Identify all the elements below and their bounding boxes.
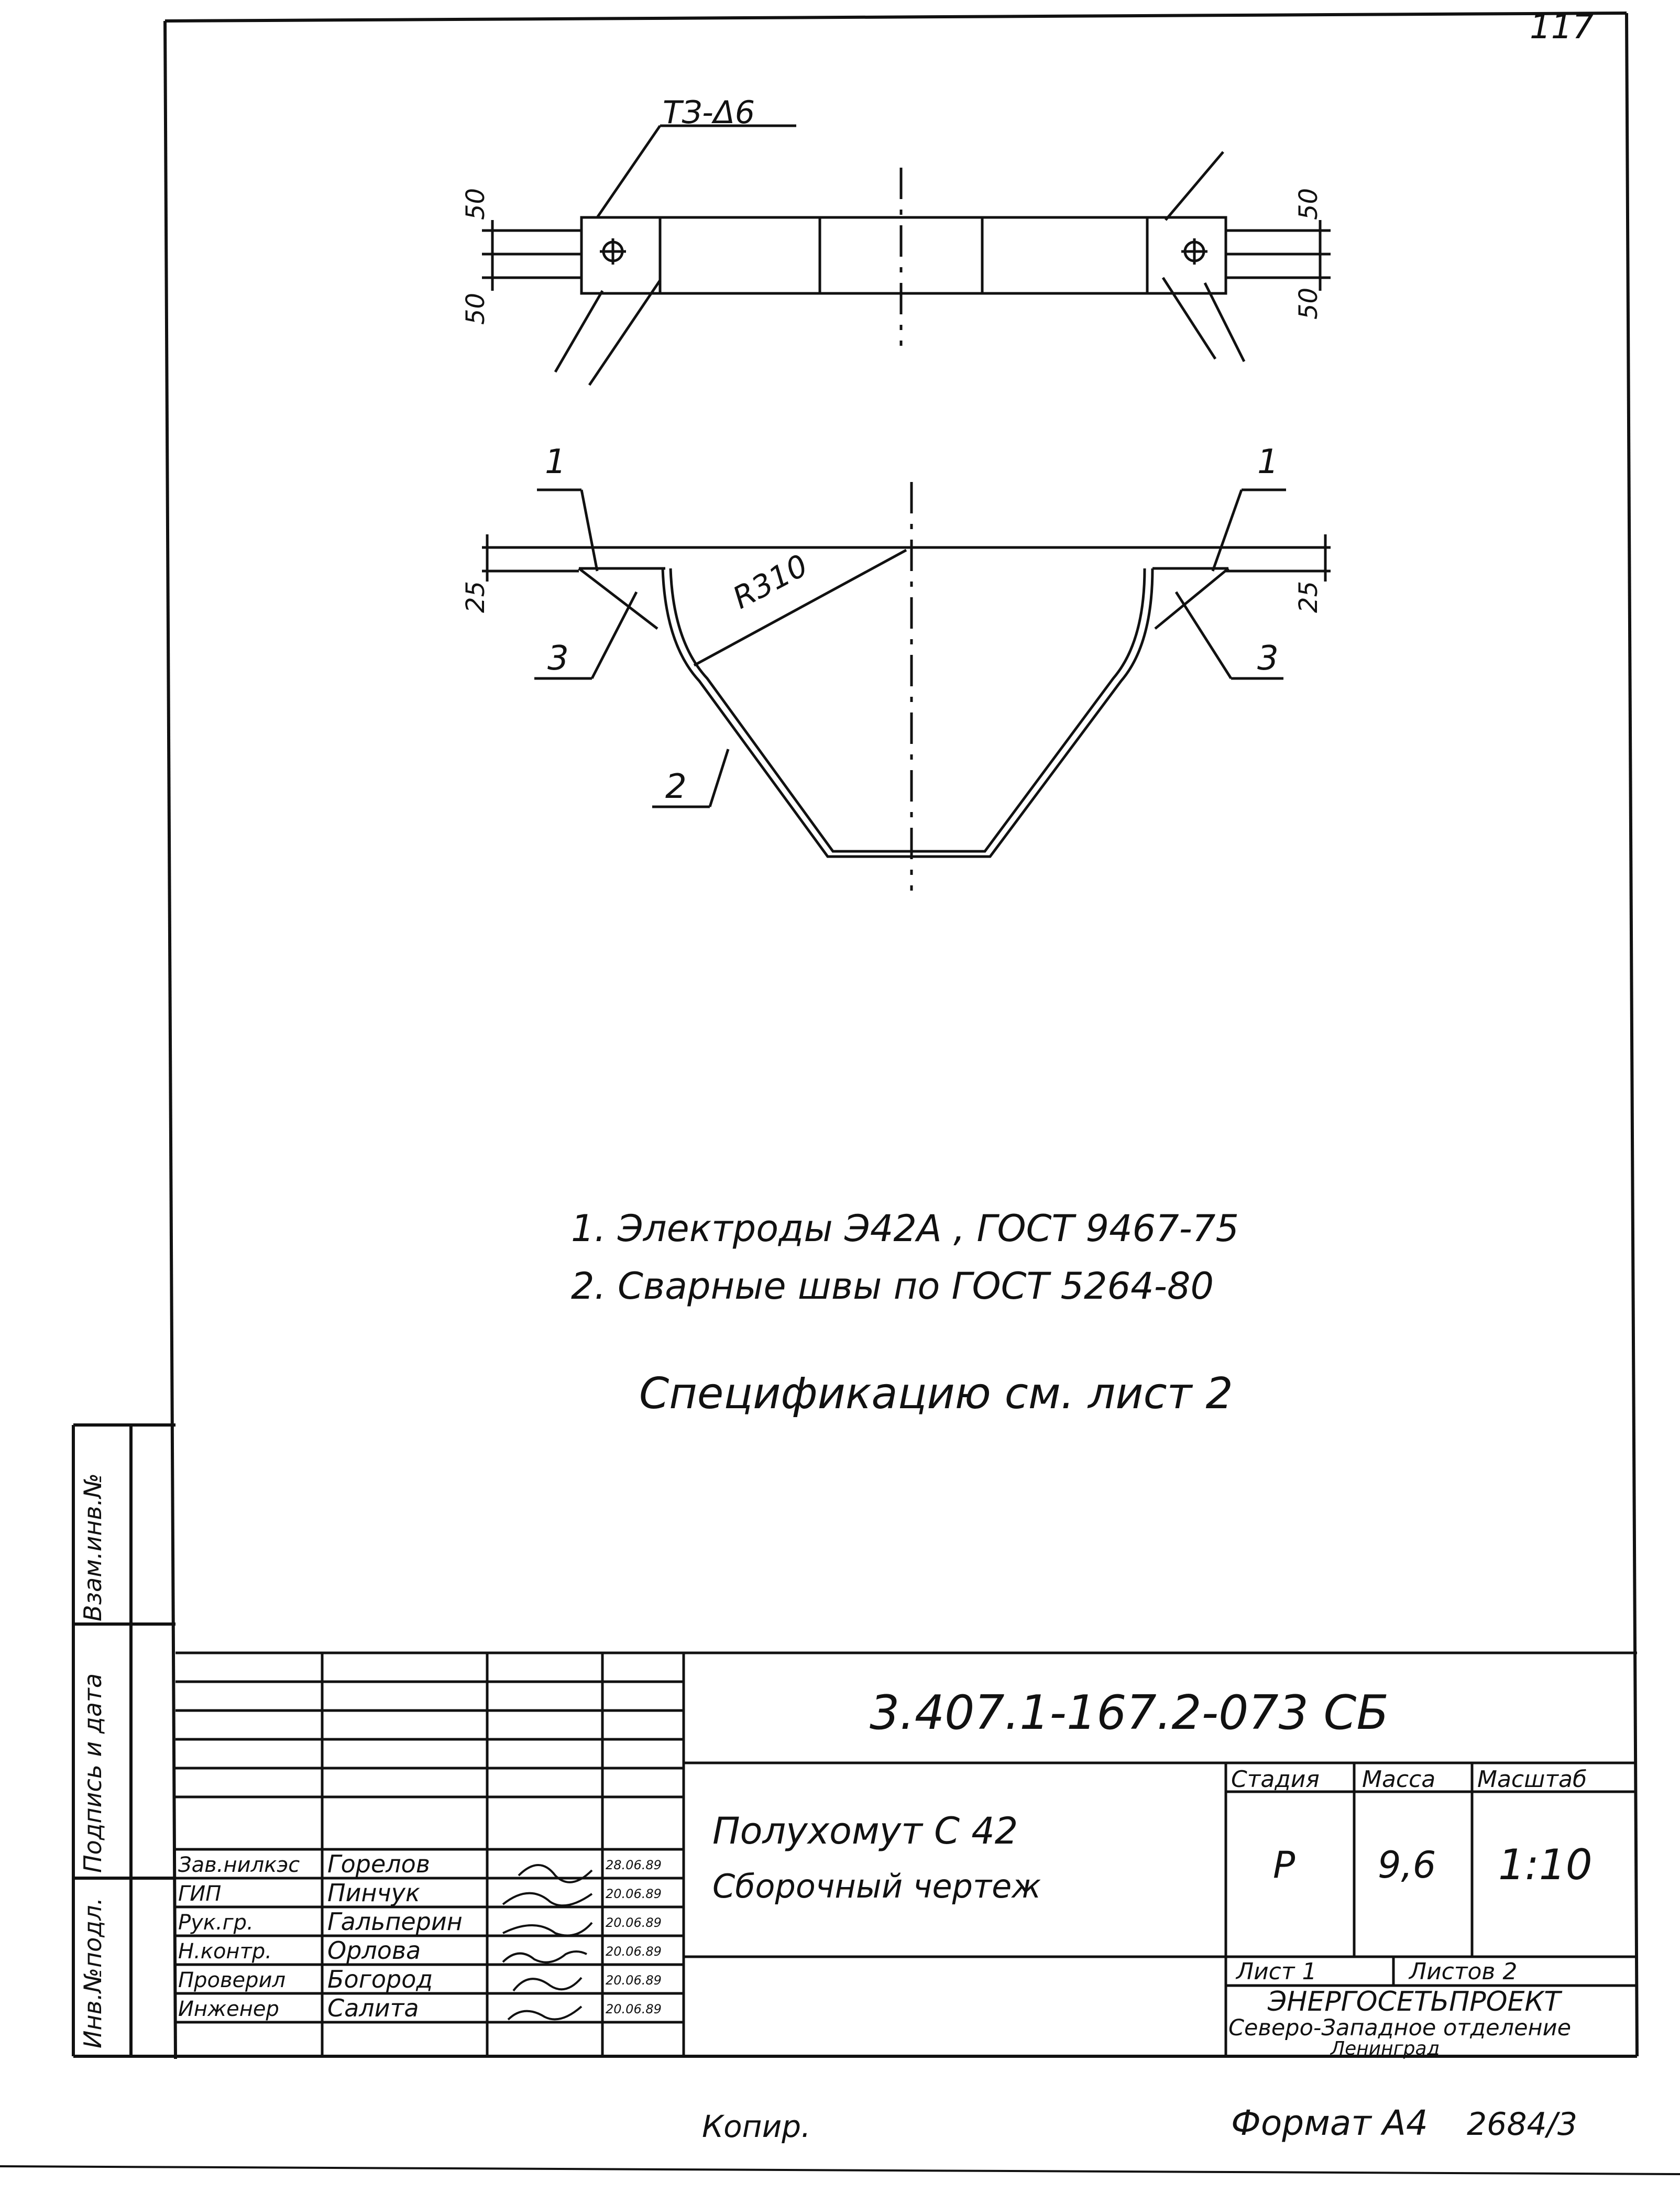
callout-3-left: 3 [547, 639, 569, 678]
mass-header: Масса [1362, 1766, 1436, 1793]
signer-name: Салита [327, 1994, 419, 2022]
signer-role: Зав.нилкэс [178, 1853, 300, 1877]
org-line-2: Северо-Западное отделение [1228, 2015, 1572, 2041]
radius-label: R310 [727, 547, 814, 616]
signer-name: Орлова [327, 1936, 421, 1965]
note-electrodes: 1. Электроды Э42А , ГОСТ 9467-75 [571, 1207, 1239, 1250]
signer-name: Гальперин [327, 1907, 463, 1936]
dim-right-bottom: 50 [1294, 287, 1323, 320]
signer-date: 20.06.89 [606, 1973, 662, 1988]
sheets-label: Листов 2 [1409, 1958, 1518, 1985]
callout-3-right: 3 [1257, 639, 1279, 678]
dim-front-left: 25 [461, 580, 490, 613]
stage-header: Стадия [1231, 1766, 1320, 1793]
signer-date: 20.06.89 [606, 1944, 662, 1959]
front-view [482, 482, 1331, 891]
signer-role: ГИП [178, 1882, 222, 1906]
signer-role: Проверил [178, 1968, 286, 1992]
stage-value: Р [1273, 1844, 1295, 1887]
org-line-1: ЭНЕРГОСЕТЬПРОЕКТ [1268, 1986, 1561, 2017]
callout-1-right: 1 [1257, 443, 1279, 481]
copy-label: Копир. [702, 2109, 811, 2144]
dim-front-right: 25 [1294, 580, 1323, 613]
signer-date: 28.06.89 [606, 1858, 662, 1872]
signer-date: 20.06.89 [606, 2002, 662, 2016]
weld-label: ТЗ-Δ6 [663, 94, 755, 131]
callout-1-left: 1 [545, 443, 566, 481]
document-code: 3.407.1-167.2-073 СБ [870, 1685, 1389, 1740]
title-line-2: Сборочный чертеж [712, 1867, 1041, 1905]
frame-top [165, 13, 1627, 21]
signer-name: Пинчук [327, 1879, 420, 1907]
signer-name: Горелов [327, 1850, 430, 1878]
strip-vzam-inv: Взам.инв.№ [79, 1473, 107, 1621]
signer-name: Богород [327, 1965, 433, 1993]
archive-number: 2684/3 [1467, 2106, 1578, 2143]
note-welds: 2. Сварные швы по ГОСТ 5264-80 [571, 1265, 1214, 1308]
dim-left-bottom: 50 [461, 292, 490, 325]
signer-date: 20.06.89 [606, 1915, 662, 1930]
scale-value: 1:10 [1498, 1840, 1593, 1889]
signer-role: Инженер [178, 1997, 279, 2021]
strip-signature-date: Подпись и дата [79, 1673, 107, 1873]
frame-right [1627, 13, 1637, 2056]
strip-inv-podl: Инв.№подл. [79, 1897, 107, 2048]
org-line-3: Ленинград [1331, 2038, 1440, 2059]
scale-header: Масштаб [1477, 1766, 1587, 1793]
signer-role: Н.контр. [178, 1939, 272, 1964]
top-view [482, 126, 1331, 385]
format-label: Формат А4 [1231, 2103, 1428, 2143]
sheet-label: Лист 1 [1236, 1958, 1317, 1985]
dim-left-top: 50 [461, 188, 490, 220]
spec-reference: Спецификацию см. лист 2 [639, 1369, 1233, 1419]
signer-date: 20.06.89 [606, 1887, 662, 1901]
signatures [503, 1865, 592, 2020]
dim-right-top: 50 [1294, 188, 1323, 220]
frame-left [165, 21, 175, 2059]
mass-value: 9,6 [1378, 1844, 1436, 1887]
page-number: 117 [1530, 8, 1594, 47]
callout-2: 2 [665, 767, 687, 806]
signer-role: Рук.гр. [178, 1911, 254, 1935]
title-line-1: Полухомут С 42 [712, 1810, 1018, 1852]
